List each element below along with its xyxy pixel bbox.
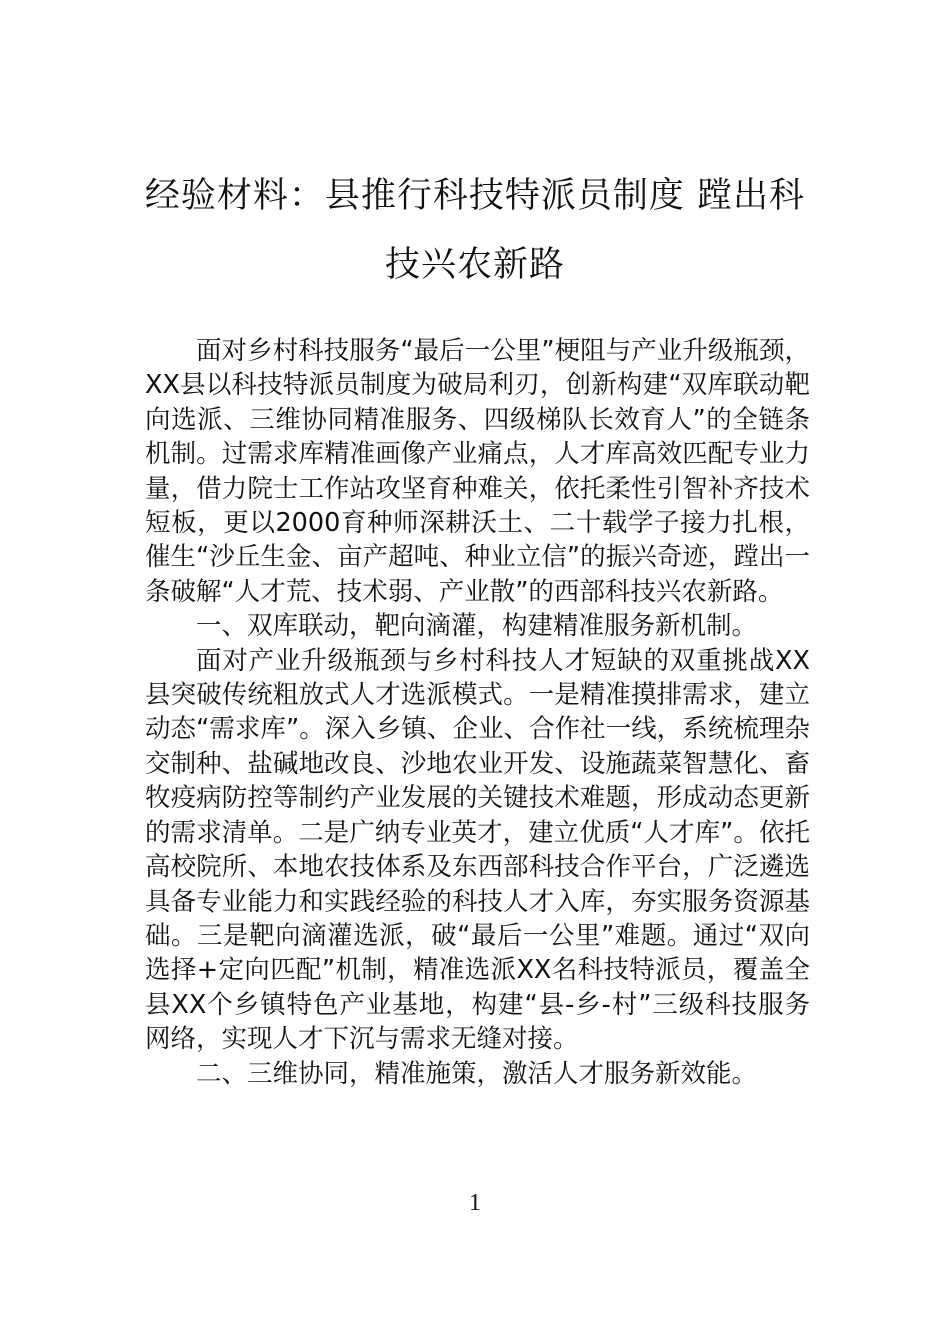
intro-paragraph: 面对乡村科技服务“最后一公里”梗阻与产业升级瓶颈，XX县以科技特派员制度为破局利刃，创新构建“双库联动靶向选派、三维协同精准服务、四级梯队长效育人”的全链条机制。过需求库精准画像产业痛点，人才库高效匹配专业力量，借力院士工作站攻坚育种难关，依托柔性引智补齐技术短板，更以2000育种师深耕沃土、二十载学子接力扎根，催生“沙丘生金、亩产超吨、种业立信”的振兴奇迹，蹚出一条破解“人才荒、技术弱、产业散”的西部科技兴农新路。 [145, 336, 810, 607]
section-heading-1: 一、双库联动，靶向滴灌，构建精准服务新机制。 [196, 611, 758, 642]
page-number: 1 [469, 1190, 481, 1216]
document-title-line-2: 技兴农新路 [384, 245, 565, 285]
section-1-paragraph: 面对产业升级瓶颈与乡村科技人才短缺的双重挑战XX县突破传统粗放式人才选派模式。一是精准摸排需求，建立动态“需求库”。深入乡镇、企业、合作社一线，系统梳理杂交制种、盐碱地改良、沙地农业开发、设施蔬菜智慧化、畜牧疫病防控等制约产业发展的关键技术难题，形成动态更新的需求清单。二是广纳专业英才，建立优质“人才库”。依托高校院所、本地农技体系及东西部科技合作平台，广泛遴选具备专业能力和实践经验的科技人才入库，夯实服务资源基础。三是靶向滴灌选派，破“最后一公里”难题。通过“双向选择+定向匹配”机制，精准选派XX名科技特派员，覆盖全县XX个乡镇特色产业基地，构建“县-乡-村”三级科技服务网络，实现人才下沉与需求无缝对接。 [145, 645, 810, 1055]
section-heading-2: 二、三维协同，精准施策，激活人才服务新效能。 [196, 1058, 758, 1089]
document-body [145, 334, 810, 1091]
document-title-line-1: 经验材料：县推行科技特派员制度 蹚出科 [144, 176, 806, 216]
